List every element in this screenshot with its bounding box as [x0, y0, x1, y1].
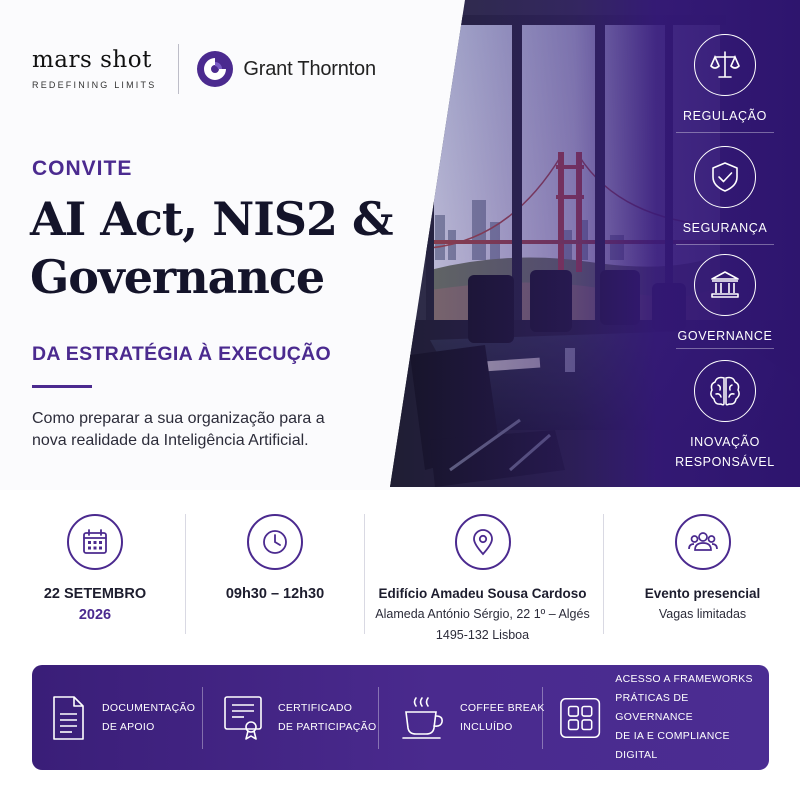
event-address-line-2: 1495-132 Lisboa [435, 628, 530, 642]
event-date-year: 2026 [78, 607, 112, 623]
info-divider [364, 514, 365, 634]
certificate-icon [222, 694, 264, 742]
pillar-divider [676, 348, 774, 349]
benefit-divider [542, 687, 543, 749]
grid-icon [559, 696, 601, 740]
document-icon [48, 694, 88, 742]
pillar-divider [676, 132, 774, 133]
pillar-regulacao [670, 34, 780, 126]
marsshot-name: mars shot [32, 46, 152, 73]
benefit-certificate [222, 665, 376, 770]
event-location [370, 514, 595, 646]
benefit-label: DOCUMENTAÇÃO DE APOIO [102, 701, 196, 733]
institution-icon [708, 268, 742, 302]
event-time-value: 09h30 – 12h30 [225, 586, 325, 602]
partner-name: Grant Thornton [243, 57, 376, 80]
benefits-bar [32, 665, 769, 770]
benefit-label: ACESSO A FRAMEWORKS PRÁTICAS DE GOVERNANCE DE IA E COMPLIANCE DIGITAL [615, 673, 753, 761]
pillar-inovacao [670, 360, 780, 472]
grant-thornton-mark-icon [197, 51, 233, 87]
scales-icon [708, 48, 742, 82]
event-date [20, 514, 170, 626]
location-pin-icon [468, 527, 498, 557]
event-format [615, 514, 790, 625]
event-date-day: 22 SETEMBRO [43, 586, 147, 602]
pillar-seguranca [670, 146, 780, 238]
logo-divider [178, 44, 179, 94]
info-divider [603, 514, 604, 634]
event-description: Como preparar a sua organização para a nova realidade da Inteligência Artificial. [32, 410, 325, 449]
event-venue: Edifício Amadeu Sousa Cardoso [378, 586, 587, 601]
event-format-note: Vagas limitadas [658, 607, 747, 621]
accent-rule [32, 385, 92, 388]
pillar-label: GOVERNANCE [677, 329, 773, 343]
shield-check-icon [708, 160, 742, 194]
invite-eyebrow: CONVITE [32, 157, 133, 180]
grant-thornton-logo [197, 51, 375, 87]
pillar-label: REGULAÇÃO [683, 109, 767, 123]
event-address-line-1: Alameda António Sérgio, 22 1º – Algés [375, 607, 590, 621]
marsshot-tagline: REDEFINING LIMITS [32, 79, 157, 90]
page-subtitle: DA ESTRATÉGIA À EXECUÇÃO [32, 343, 331, 365]
people-icon [687, 527, 719, 557]
benefit-documentation [48, 665, 195, 770]
clock-icon [260, 527, 290, 557]
pillar-governance [670, 254, 780, 346]
marsshot-logo [32, 46, 157, 90]
calendar-icon [80, 527, 110, 557]
pillar-label-line-1: INOVAÇÃO [690, 435, 760, 449]
pillar-label: SEGURANÇA [682, 221, 768, 235]
benefit-frameworks [559, 665, 769, 770]
pillar-label-line-2: RESPONSÁVEL [675, 455, 775, 469]
coffee-cup-icon [400, 694, 446, 742]
benefit-label: CERTIFICADO DE PARTICIPAÇÃO [278, 701, 377, 733]
benefit-divider [378, 687, 379, 749]
logo-bar [32, 44, 376, 94]
event-time [195, 514, 355, 604]
info-divider [185, 514, 186, 634]
event-format-title: Evento presencial [644, 586, 761, 601]
page-title [30, 190, 393, 306]
event-details [0, 500, 800, 650]
pillar-label [675, 432, 775, 472]
benefit-divider [202, 687, 203, 749]
benefit-label: COFFEE BREAK INCLUÍDO [460, 701, 545, 733]
title-line-1: AI Act, NIS2 & [30, 192, 393, 246]
brain-icon [707, 373, 743, 409]
benefit-coffee [400, 665, 545, 770]
pillar-divider [676, 244, 774, 245]
title-line-2: Governance [30, 250, 325, 304]
